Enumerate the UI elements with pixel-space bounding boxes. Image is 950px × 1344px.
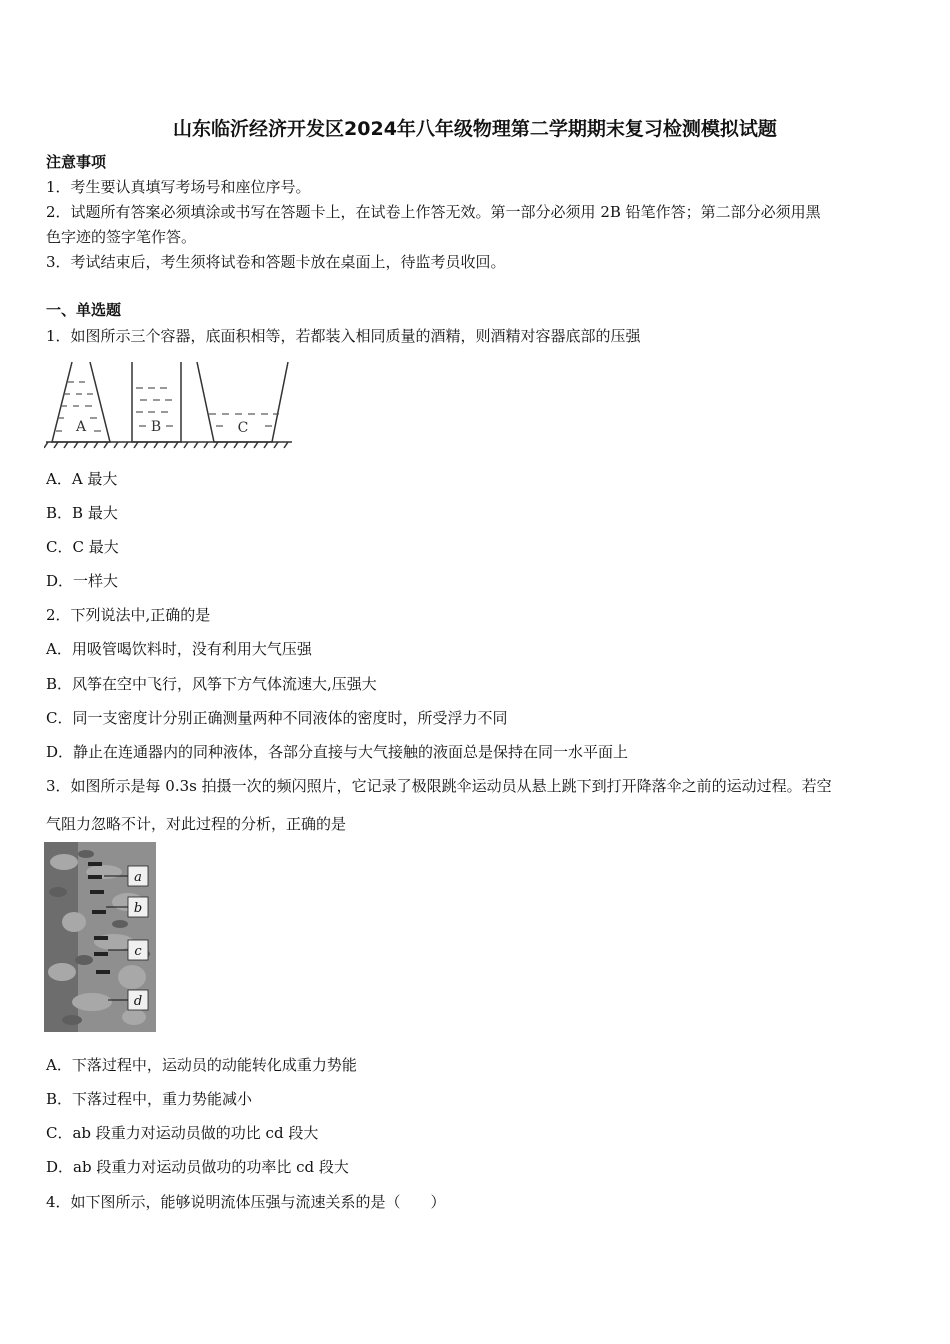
- notes-heading: 注意事项: [46, 153, 107, 171]
- q3-option-d: D．ab 段重力对运动员做功的功率比 cd 段大: [46, 1158, 349, 1176]
- page-title: 山东临沂经济开发区2024年八年级物理第二学期期末复习检测模拟试题: [173, 118, 777, 140]
- q1-option-d: D．一样大: [46, 572, 119, 590]
- question-4-stem: 4．如下图所示，能够说明流体压强与流速关系的是（ ）: [46, 1193, 446, 1211]
- containers-figure: [44, 358, 294, 456]
- question-2-stem: 2．下列说法中,正确的是: [46, 606, 211, 624]
- section-heading: 一、单选题: [46, 301, 122, 319]
- q2-option-b: B．风筝在空中飞行，风筝下方气体流速大,压强大: [46, 675, 377, 693]
- ground-line: [44, 442, 292, 448]
- point-d-label: d: [133, 994, 143, 1009]
- q2-option-c: C．同一支密度计分别正确测量两种不同液体的密度时，所受浮力不同: [46, 709, 508, 727]
- q1-option-c: C．C 最大: [46, 538, 119, 556]
- note-item: 色字迹的签字笔作答。: [46, 228, 197, 246]
- container-a-label: A: [75, 419, 87, 435]
- question-3-stem-line2: 气阻力忽略不计，对此过程的分析，正确的是: [46, 815, 347, 833]
- q2-option-d: D．静止在连通器内的同种液体，各部分直接与大气接触的液面总是保持在同一水平面上: [46, 743, 629, 761]
- skydiver-photo: [44, 842, 156, 1032]
- q3-option-a: A．下落过程中，运动员的动能转化成重力势能: [46, 1056, 357, 1074]
- point-b-label: b: [133, 901, 143, 916]
- q3-option-b: B．下落过程中，重力势能减小: [46, 1090, 253, 1108]
- note-item: 3．考试结束后，考生须将试卷和答题卡放在桌面上，待监考员收回。: [46, 253, 506, 271]
- q3-option-c: C．ab 段重力对运动员做的功比 cd 段大: [46, 1124, 319, 1142]
- container-b-label: B: [150, 419, 162, 435]
- container-c-label: C: [237, 420, 249, 436]
- q1-option-a: A．A 最大: [46, 470, 118, 488]
- q1-option-b: B．B 最大: [46, 504, 118, 522]
- point-a-label: a: [134, 870, 142, 885]
- question-3-stem-line1: 3．如图所示是每 0.3s 拍摄一次的频闪照片，它记录了极限跳伞运动员从悬上跳下到打开降落伞之前的运动过程。若空: [46, 777, 832, 795]
- question-1-stem: 1．如图所示三个容器，底面积相等，若都装入相同质量的酒精，则酒精对容器底部的压强: [46, 327, 641, 345]
- note-item: 2．试题所有答案必须填涂或书写在答题卡上，在试卷上作答无效。第一部分必须用 2B 铅笔作答；第二部分必须用黑: [46, 203, 821, 221]
- note-item: 1．考生要认真填写考场号和座位序号。: [46, 178, 311, 196]
- point-c-label: c: [134, 944, 142, 959]
- q2-option-a: A．用吸管喝饮料时，没有利用大气压强: [46, 640, 312, 658]
